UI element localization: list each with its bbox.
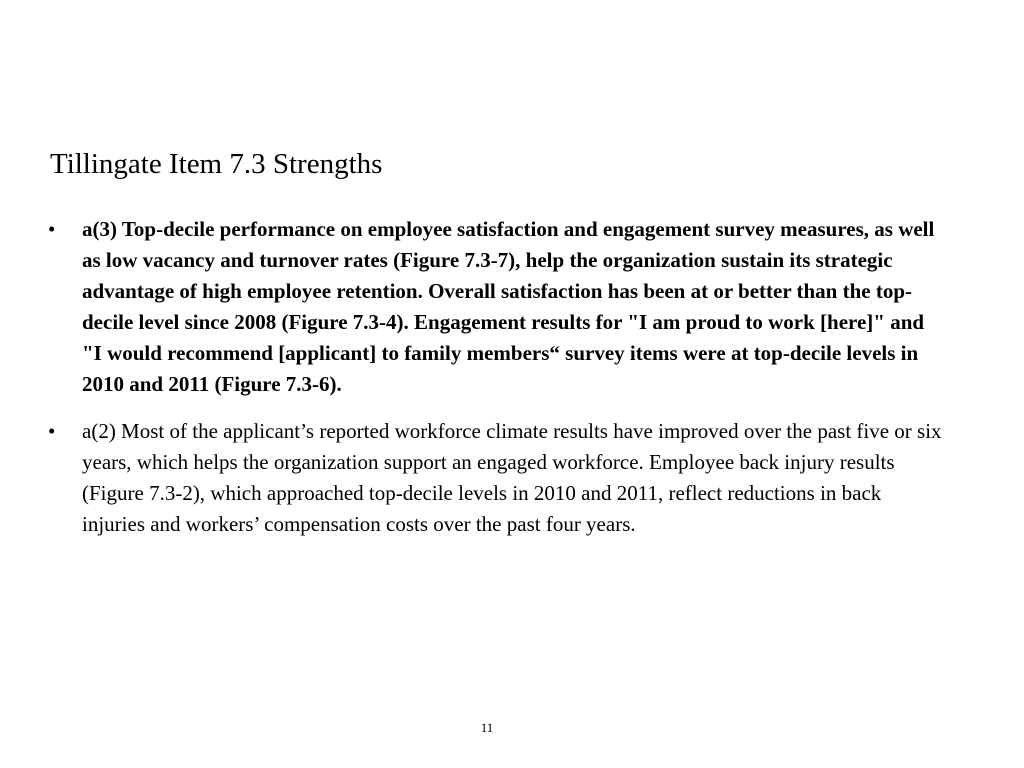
slide-title: Tillingate Item 7.3 Strengths xyxy=(50,148,383,180)
bullet-text: a(3) Top-decile performance on employee satisfaction and engagement survey measures, as well as low vacancy and turnover rates (Figure 7.3-7), help the organization sustain its strategic advantage of high employee retention. Overall satisfaction has been at or better than the top-decile level since 2008 (Figure 7.3-4). Engagement results for "I am proud to work [here]" and "I would recommend [applicant] to family members“ survey items were at top-decile levels in 2010 and 2011 (Figure 7.3-6). xyxy=(82,217,935,396)
bullet-list xyxy=(48,214,948,556)
bullet-marker: • xyxy=(48,217,56,241)
bullet-item-strength-a2 xyxy=(48,416,948,540)
bullet-item-strength-a3 xyxy=(48,214,948,400)
bullet-marker: • xyxy=(48,419,56,443)
bullet-text: a(2) Most of the applicant’s reported workforce climate results have improved over the past five or six years, which helps the organization support an engaged workforce. Employee back injury results (Figure 7.3-2), which approached top-decile levels in 2010 and 2011, reflect reductions in back injuries and workers’ compensation costs over the past four years. xyxy=(82,419,942,536)
page-number: 11 xyxy=(480,720,494,735)
